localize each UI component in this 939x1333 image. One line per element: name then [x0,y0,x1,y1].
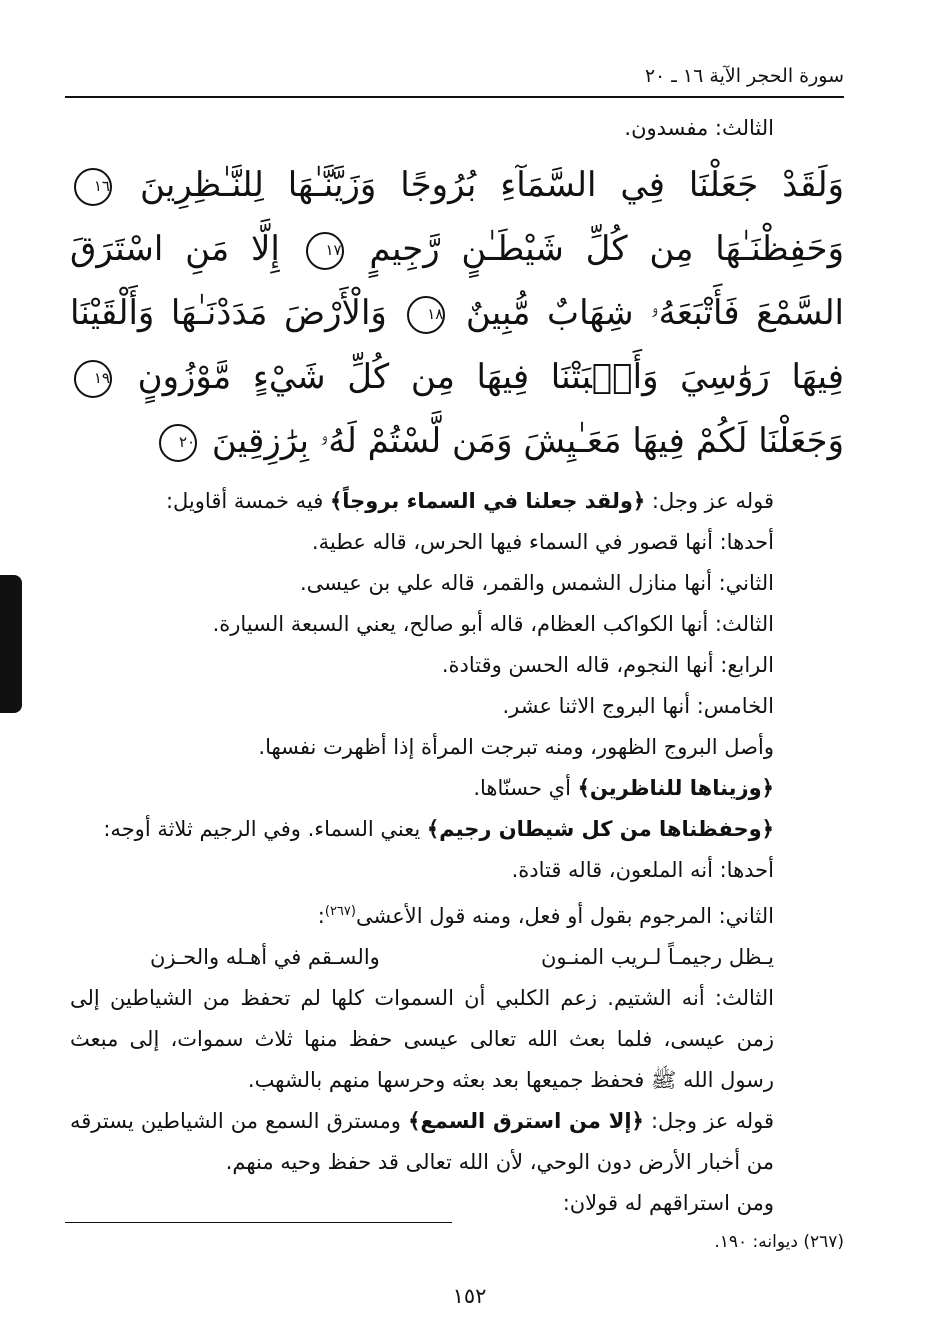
text-run: ومسترق السمع من الشياطين يسترقه من أخبار الأرض دون الوحي، لأن الله تعالى قد حفظ وحيه منهم. [70,1109,774,1174]
verse-number-marker: ٢٠ [159,424,197,462]
paragraph: الرابع: أنها النجوم، قاله الحسن وقتادة. [441,653,774,677]
paragraph [70,809,844,850]
verse-number-marker: ١٩ [74,360,112,398]
verse-text: وَالْأَرْضَ مَدَدْنَـٰهَا وَأَلْقَيْنَا فِيهَا رَوَٰسِيَ وَأَنۢبَتْنَا فِيهَا مِن كُلِّ شَيْءٍ مَّوْزُونٍ [70,293,844,397]
quoted-verse: ﴿ولقد جعلنا في السماء بروجاً﴾ [329,489,646,513]
paragraph: الثالث: أنه الشتيم. زعم الكلبي أن السموات كلها لم تحفظ من الشياطين إلى زمن عيسى، فلما بعث الله تعالى عيسى حفظ منها ثلاث سموات، إلى مبعث رسول الله ﷺ فحفظ جميعها بعد بعثه وحرسها منهم بالشهب. [70,986,774,1092]
verse-hemistich-1: يـظل رجيمـاً لـريب المنـون [540,945,774,969]
verse-number-marker: ١٧ [306,232,344,270]
paragraph: أحدها: أنه الملعون، قاله قتادة. [511,858,774,882]
verse-text: وَلَقَدْ جَعَلْنَا فِي السَّمَآءِ بُرُوجًا وَزَيَّنَّـٰهَا لِلنَّـٰظِرِينَ [139,165,844,205]
verse-text: وَحَفِظْنَـٰهَا مِن كُلِّ شَيْطَـٰنٍ رَّجِيمٍ [369,229,844,269]
verse-number-marker: ١٦ [74,168,112,206]
quoted-verse: ﴿وزيناها للناظرين﴾ [577,776,774,800]
paragraph: ومن استراقهم له قولان: [562,1191,774,1215]
verse-hemistich-2: والسـقم في أهـله والحـزن [150,945,380,969]
scan-edge-mark [0,575,22,713]
running-header: سورة الحجر الآية ١٦ ـ ٢٠ [644,65,844,87]
header-rule [65,96,844,98]
text-run: أي حسنّاها. [473,776,578,800]
footnote-ref: (٢٦٧) [324,904,356,919]
paragraph: الثاني: أنها منازل الشمس والقمر، قاله علي بن عيسى. [299,571,774,595]
paragraph [70,1101,844,1183]
text-line: الثالث: مفسدون. [624,116,774,140]
paragraph: أحدها: أنها قصور في السماء فيها الحرس، قاله عطية. [311,530,774,554]
text-run: فيه خمسة أقاويل: [165,489,330,513]
quoted-verse: ﴿إلا من استرق السمع﴾ [408,1109,644,1133]
text-run: : [317,904,325,928]
footnote-rule [65,1222,452,1223]
paragraph [70,768,844,809]
verse-number-marker: ١٨ [407,296,445,334]
paragraph [70,481,844,522]
page-number: ١٥٢ [452,1284,487,1308]
text-run: يعني السماء. وفي الرجيم ثلاثة أوجه: [103,817,427,841]
text-run: قوله عز وجل: [645,489,774,513]
paragraph: الثالث: أنها الكواكب العظام، قاله أبو صالح، يعني السبعة السيارة. [212,612,774,636]
text-run: قوله عز وجل: [643,1109,774,1133]
paragraph: وأصل البروج الظهور، ومنه تبرجت المرأة إذا أظهرت نفسها. [258,735,774,759]
paragraph: الخامس: أنها البروج الاثنا عشر. [502,694,774,718]
footnote: (٢٦٧) ديوانه: ١٩٠. [714,1232,844,1252]
text-run: الثاني: المرجوم بقول أو فعل، ومنه قول الأعشى [355,904,774,928]
paragraph [70,891,844,937]
quoted-verse: ﴿وحفظناها من كل شيطان رجيم﴾ [426,817,774,841]
verse-text: وَجَعَلْنَا لَكُمْ فِيهَا مَعَـٰيِشَ وَمَن لَّسْتُمْ لَهُۥ بِرَٰزِقِينَ [211,421,844,461]
poetry-verse [70,937,844,978]
verse-text: إِلَّا مَنِ اسْتَرَقَ السَّمْعَ فَأَتْبَعَهُۥ شِهَابٌ مُّبِينٌ [70,229,845,333]
quran-verses [70,153,844,473]
page-body [70,108,844,1224]
